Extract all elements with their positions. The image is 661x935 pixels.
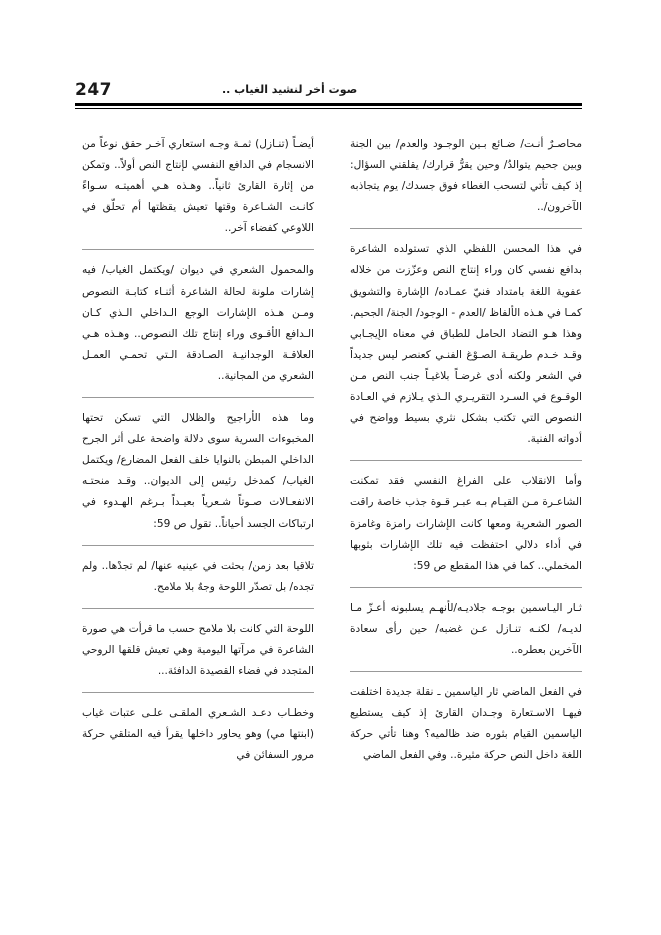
paragraph: في الفعل الماضي ثار الياسمين ـ نقلة جديدة اختلفت فيهـا الاسـتعارة وجـدان القارئ إذ كيف يستطيع الياسمين القيام بثوره ضد ظالميه؟ وهنا تأتي حركة اللغة داخل النص حركة مثيرة.. وفي الفعل الماضي bbox=[350, 686, 582, 762]
paragraph: في هذا المحسن اللفظي الذي تستولده الشاعرة بدافع نفسي كان وراء إنتاج النص وعزّزت من خلاله عفوية اللغة بامتداد فنيّ عمـاده/ الإشارة والتشويق كمـا في هـذه الألفاظ /العدم - الوجود/ الجنة/ الجحيم. وهذا هـو التضاد الحامل للطباق في معناه الإيجـابي وقـد خـدم طريقـة الصـوْغ الفنـي كعنصر ليس جديداً في الشعر ولكنه أدى غرضـاً بلاغيـاً جنب النص مـن الوقـوع في السـرد التقريـري الـذي يـلازم في العـادة النصوص التي تكتب بشكل نثري بسيط وواضح في أدواته الفنية. bbox=[350, 243, 582, 446]
paragraph: والمحمول الشعري في ديوان /ويكتمل الغياب/ فيه إشارات ملونة لحالة الشاعرة أثنـاء كتابـة النصوص ومـن هـذه الإشارات الوجع الـداخلي الـذي كـان الـدافع الأقـوى وراء إنتاج تلك النصوص.. وهـذه هـي العلاقـة الوجدانيـة الصـادقة الـتي تحمـي العمـل الشعري من المجانية.. bbox=[82, 264, 314, 382]
paragraph: اللوحة التي كانت بلا ملامح حسب ما قرأت هي صورة الشاعرة في مرآتها اليومية وهي تعيش قلقها الروحي المتجدد في فضاء القصيدة الدافئة... bbox=[82, 622, 314, 677]
divider bbox=[350, 671, 582, 672]
paragraph: وما هذه الأراجيح والظلال التي تسكن تحتها المخبوءات السرية سوى دلالة واضحة على أثر الجرح الداخلي المبطن بالنوايا خلف الفعل المضارع/ ويكتمل الغياب/ كمدخل رئيس إلى الديوان.. وقـد منحتـه الانفعـالات صـوتاً شـعرياً بعيـداً بـرغم الهـدوء في ارتباكات الجسد أحياناً.. تقول ص 59: bbox=[82, 412, 314, 530]
divider bbox=[350, 228, 582, 229]
left-column bbox=[82, 134, 314, 776]
paragraph: أيضـاً (تنـازل) ثمـة وجـه استعاري آخـر حقق نوعاً من الانسجام في الدافع النفسي لإنتاج النص أولاً.. وتمكن من إثارة القارئ ثانياً.. وهـذه هـي أهميتـه سـواءً كانـت الشـاعرة وقتها تعيش يقظتها أم تحلّق في اللاوعي كفضاء آخر.. bbox=[82, 138, 314, 235]
right-column bbox=[350, 134, 582, 776]
divider bbox=[82, 397, 314, 398]
divider bbox=[82, 692, 314, 693]
divider bbox=[350, 460, 582, 461]
quoted-verse: تلاقيا بعد زمن/ بحثت في عينيه عنها/ لم تجدْها.. ولم تجده/ بل تصدّر اللوحة وجهٌ بلا ملامح. bbox=[82, 559, 314, 593]
header-rule bbox=[75, 103, 582, 109]
paragraph: محاصـرٌ أنـت/ ضـائع بـين الوجـود والعدم/ بين الجنة وبين جحيم يتوالدُ/ وحين يقرُّ قرارك/ يقلقني السؤال: إذ كيف تأتي لتسحب الغطاء فوق جسدك/ يوم يتجاذبه الآخرون/.. bbox=[350, 138, 582, 214]
paragraph: وخطـاب دعـد الشـعري الملقـى علـى عتبات غياب (ابنتها مي) وهو يحاور داخلها يقرأ فيه المتلقي حركة مرور السفائن في bbox=[82, 707, 314, 762]
divider bbox=[82, 545, 314, 546]
paragraph: وأما الانقلاب على الفراغ النفسي فقد تمكنت الشاعـرة مـن القيـام بـه عبـر قـوة جذب خاصة راقت الصور الشعرية ومعها كانت الإشارات رامزة وغامزة في أداء دلالي احتفظت فيه تلك الإشارات بثوبها المخملي.. كما في هذا المقطع ص 59: bbox=[350, 475, 582, 572]
running-title: صوت أخر لنشيد الغياب .. bbox=[222, 83, 358, 96]
quoted-verse: ثـار اليـاسمين بوجـه جلاديـه/لأنهـم يسلبونه أعـزّ مـا لديـه/ لكنـه تنـازل عـن غضبه/ حين رأى سعادة الآخرين بعطره.. bbox=[350, 601, 582, 656]
page-number: 247 bbox=[75, 80, 112, 100]
divider bbox=[82, 249, 314, 250]
divider bbox=[82, 608, 314, 609]
divider bbox=[350, 587, 582, 588]
